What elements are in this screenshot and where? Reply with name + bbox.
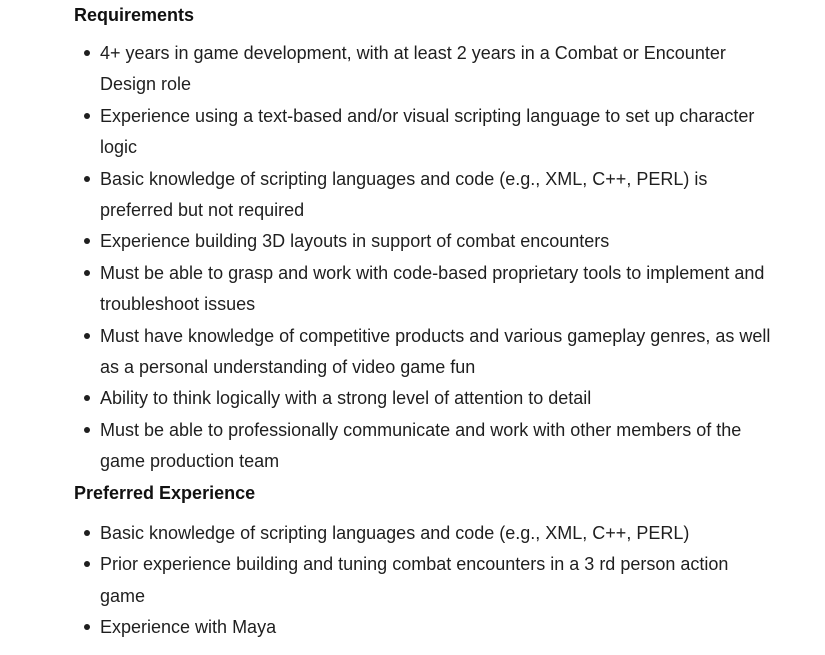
list-item: 4+ years in game development, with at least 2 years in a Combat or Encounter Design role bbox=[100, 38, 774, 101]
list-item: Must be able to grasp and work with code-based proprietary tools to implement and troubleshoot issues bbox=[100, 258, 774, 321]
list-item: Experience building 3D layouts in support of combat encounters bbox=[100, 226, 774, 257]
preferred-experience-heading: Preferred Experience bbox=[74, 482, 256, 503]
requirements-heading: Requirements bbox=[74, 5, 195, 25]
list-item: Basic knowledge of scripting languages and code (e.g., XML, C++, PERL) bbox=[100, 518, 774, 549]
list-item: Must be able to professionally communicate and work with other members of the game production team bbox=[100, 415, 774, 478]
list-item: Ability to think logically with a strong level of attention to detail bbox=[100, 383, 774, 414]
job-requirements-document bbox=[74, 0, 774, 643]
list-item: Experience using a text-based and/or visual scripting language to set up character logic bbox=[100, 101, 774, 164]
list-item: Prior experience building and tuning combat encounters in a 3 rd person action game bbox=[100, 549, 774, 612]
list-item: Experience with Maya bbox=[100, 612, 774, 643]
requirements-list bbox=[74, 30, 774, 478]
list-item: Must have knowledge of competitive products and various gameplay genres, as well as a personal understanding of video game fun bbox=[100, 321, 774, 384]
preferred-experience-list bbox=[74, 508, 774, 644]
list-item: Basic knowledge of scripting languages and code (e.g., XML, C++, PERL) is preferred but not required bbox=[100, 164, 774, 227]
